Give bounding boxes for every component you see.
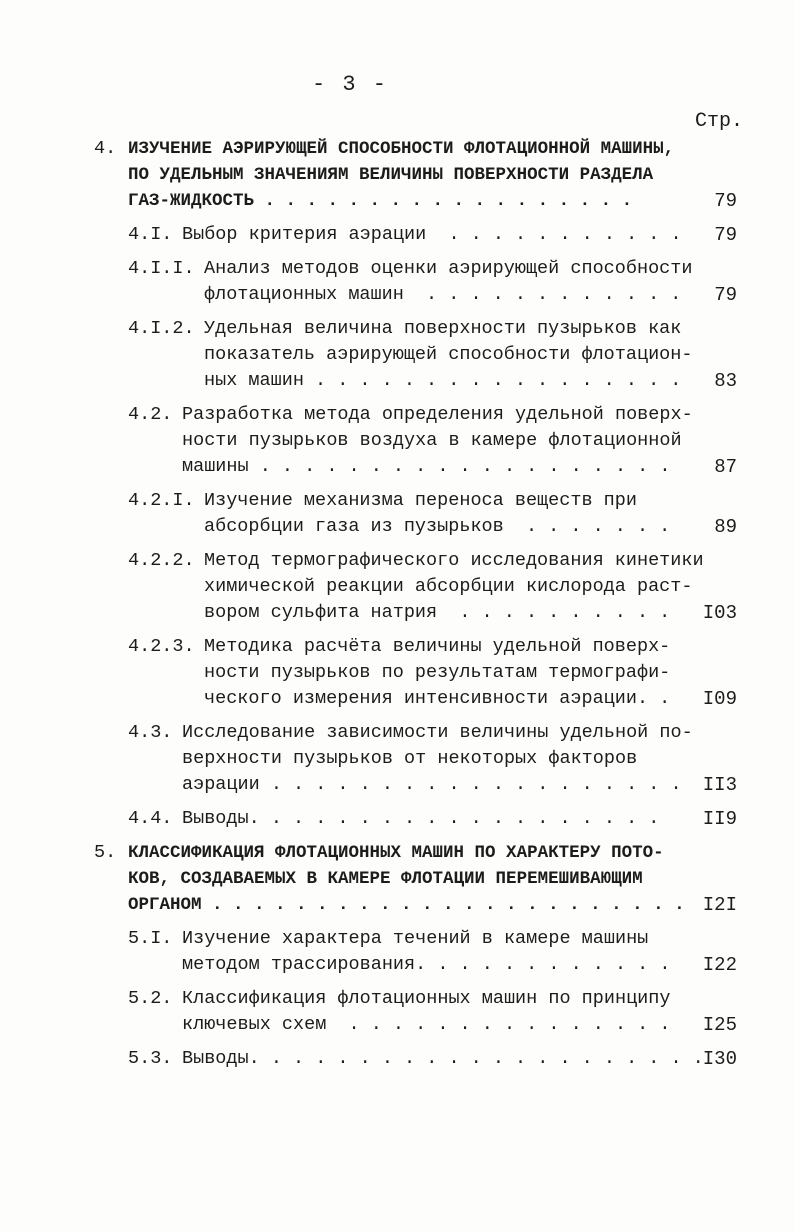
toc-entry-page: 79: [714, 284, 737, 306]
toc-entry-number: 5.2.: [128, 988, 173, 1009]
toc-entry-5-2: [0, 986, 795, 1038]
toc-entry-title: [128, 840, 795, 918]
toc-entry-line: ных машин . . . . . . . . . . . . . . . . .: [204, 370, 682, 391]
page-column-label: Стр.: [694, 110, 743, 133]
toc-entry-line: Исследование зависимости величины удельной по-: [182, 722, 693, 743]
toc-entry-4-2-1: [0, 488, 795, 540]
toc-entry-line: Классификация флотационных машин по принципу: [182, 988, 671, 1009]
toc-entry-line: ности пузырьков по результатам термографи-: [204, 662, 671, 683]
toc-entry-line: Изучение характера течений в камере машины: [182, 928, 649, 949]
toc-entry-line: ИЗУЧЕНИЕ АЭРИРУЮЩЕЙ СПОСОБНОСТИ ФЛОТАЦИОННОЙ МАШИНЫ,: [128, 139, 675, 159]
page-number: - 3 -: [311, 72, 388, 97]
toc-entry-number: 4.2.I.: [128, 490, 195, 511]
toc-entry-line: Изучение механизма переноса веществ при: [204, 490, 637, 511]
toc-entry-page: I09: [702, 688, 737, 710]
toc-entry-number: 4.I.I.: [128, 258, 195, 279]
toc-entry-line: Разработка метода определения удельной поверх-: [182, 404, 693, 425]
toc-entry-page: I25: [702, 1014, 737, 1036]
toc-entry-4: [0, 136, 795, 214]
toc-entry-line: Выводы. . . . . . . . . . . . . . . . . . .: [182, 808, 660, 829]
toc-entry-line: ческого измерения интенсивности аэрации. .: [204, 688, 671, 709]
toc-entry-page: 79: [714, 224, 737, 246]
toc-entry-page: I30: [702, 1048, 737, 1070]
toc-entry-number: 4.3.: [128, 722, 173, 743]
toc-entry-line: ключевых схем . . . . . . . . . . . . . . .: [182, 1014, 671, 1035]
toc-entry-number: 4.: [94, 138, 117, 159]
toc-entry-number: 4.2.2.: [128, 550, 195, 571]
toc-entry-page: 83: [714, 370, 737, 392]
toc-entry-page: 87: [714, 456, 737, 478]
toc-entry-4-1-1: [0, 256, 795, 308]
toc-entry-5-3: [0, 1046, 795, 1072]
toc-entry-line: ПО УДЕЛЬНЫМ ЗНАЧЕНИЯМ ВЕЛИЧИНЫ ПОВЕРХНОСТИ РАЗДЕЛА: [128, 165, 654, 185]
toc-entry-number: 4.I.: [128, 224, 173, 245]
toc-entry-title: [204, 256, 795, 308]
toc-entry-line: ГАЗ-ЖИДКОСТЬ . . . . . . . . . . . . . . . . . .: [128, 191, 633, 211]
toc-entry-page: II9: [702, 808, 737, 830]
toc-entry-line: ности пузырьков воздуха в камере флотационной: [182, 430, 682, 451]
toc-entry-line: верхности пузырьков от некоторых факторов: [182, 748, 638, 769]
toc-entry-line: машины . . . . . . . . . . . . . . . . . . .: [182, 456, 671, 477]
toc-entry-page: I03: [702, 602, 737, 624]
toc-entry-line: абсорбции газа из пузырьков . . . . . . .: [204, 516, 671, 537]
toc-entry-page: II3: [702, 774, 737, 796]
toc-entry-line: вором сульфита натрия . . . . . . . . . .: [204, 602, 671, 623]
toc-entry-line: аэрации . . . . . . . . . . . . . . . . . . .: [182, 774, 682, 795]
toc-entry-line: КОВ, СОЗДАВАЕМЫХ В КАМЕРЕ ФЛОТАЦИИ ПЕРЕМЕШИВАЮЩИМ: [128, 869, 643, 889]
toc-entry-number: 4.4.: [128, 808, 173, 829]
toc-entry-line: методом трассирования. . . . . . . . . . . .: [182, 954, 671, 975]
toc-entry-number: 4.I.2.: [128, 318, 195, 339]
toc-entry-page: I2I: [702, 894, 737, 916]
toc-entry-title: [204, 316, 795, 394]
toc-entry-4-2-2: [0, 548, 795, 626]
toc-entry-4-3: [0, 720, 795, 798]
toc-entry-number: 5.3.: [128, 1048, 173, 1069]
toc-entry-number: 4.2.: [128, 404, 173, 425]
table-of-contents: [0, 136, 795, 1080]
toc-entry-5-1: [0, 926, 795, 978]
toc-entry-number: 4.2.3.: [128, 636, 195, 657]
toc-entry-line: Выводы. . . . . . . . . . . . . . . . . . . . .: [182, 1048, 704, 1069]
toc-entry-line: Анализ методов оценки аэрирующей способности: [204, 258, 693, 279]
toc-entry-page: I22: [702, 954, 737, 976]
toc-entry-number: 5.: [94, 842, 117, 863]
toc-entry-page: 79: [714, 190, 737, 212]
toc-entry-5: [0, 840, 795, 918]
toc-entry-4-2: [0, 402, 795, 480]
toc-entry-title: [182, 402, 795, 480]
toc-entry-4-1: [0, 222, 795, 248]
toc-entry-line: Удельная величина поверхности пузырьков как: [204, 318, 682, 339]
toc-entry-title: [182, 222, 795, 248]
toc-entry-line: КЛАССИФИКАЦИЯ ФЛОТАЦИОННЫХ МАШИН ПО ХАРАКТЕРУ ПОТО-: [128, 843, 664, 863]
toc-entry-line: Методика расчёта величины удельной поверх-: [204, 636, 671, 657]
toc-entry-4-1-2: [0, 316, 795, 394]
toc-entry-4-2-3: [0, 634, 795, 712]
toc-entry-line: Метод термографического исследования кинетики: [204, 550, 704, 571]
toc-entry-line: ОРГАНОМ . . . . . . . . . . . . . . . . . . . . . . .: [128, 895, 685, 915]
toc-entry-4-4: [0, 806, 795, 832]
toc-entry-page: 89: [714, 516, 737, 538]
toc-entry-title: [204, 488, 795, 540]
toc-entry-line: флотационных машин . . . . . . . . . . . .: [204, 284, 682, 305]
toc-entry-title: [128, 136, 795, 214]
toc-entry-line: химической реакции абсорбции кислорода раст-: [204, 576, 693, 597]
toc-entry-line: Выбор критерия аэрации . . . . . . . . . . .: [182, 224, 682, 245]
toc-entry-line: показатель аэрирующей способности флотацион-: [204, 344, 693, 365]
toc-entry-number: 5.I.: [128, 928, 173, 949]
